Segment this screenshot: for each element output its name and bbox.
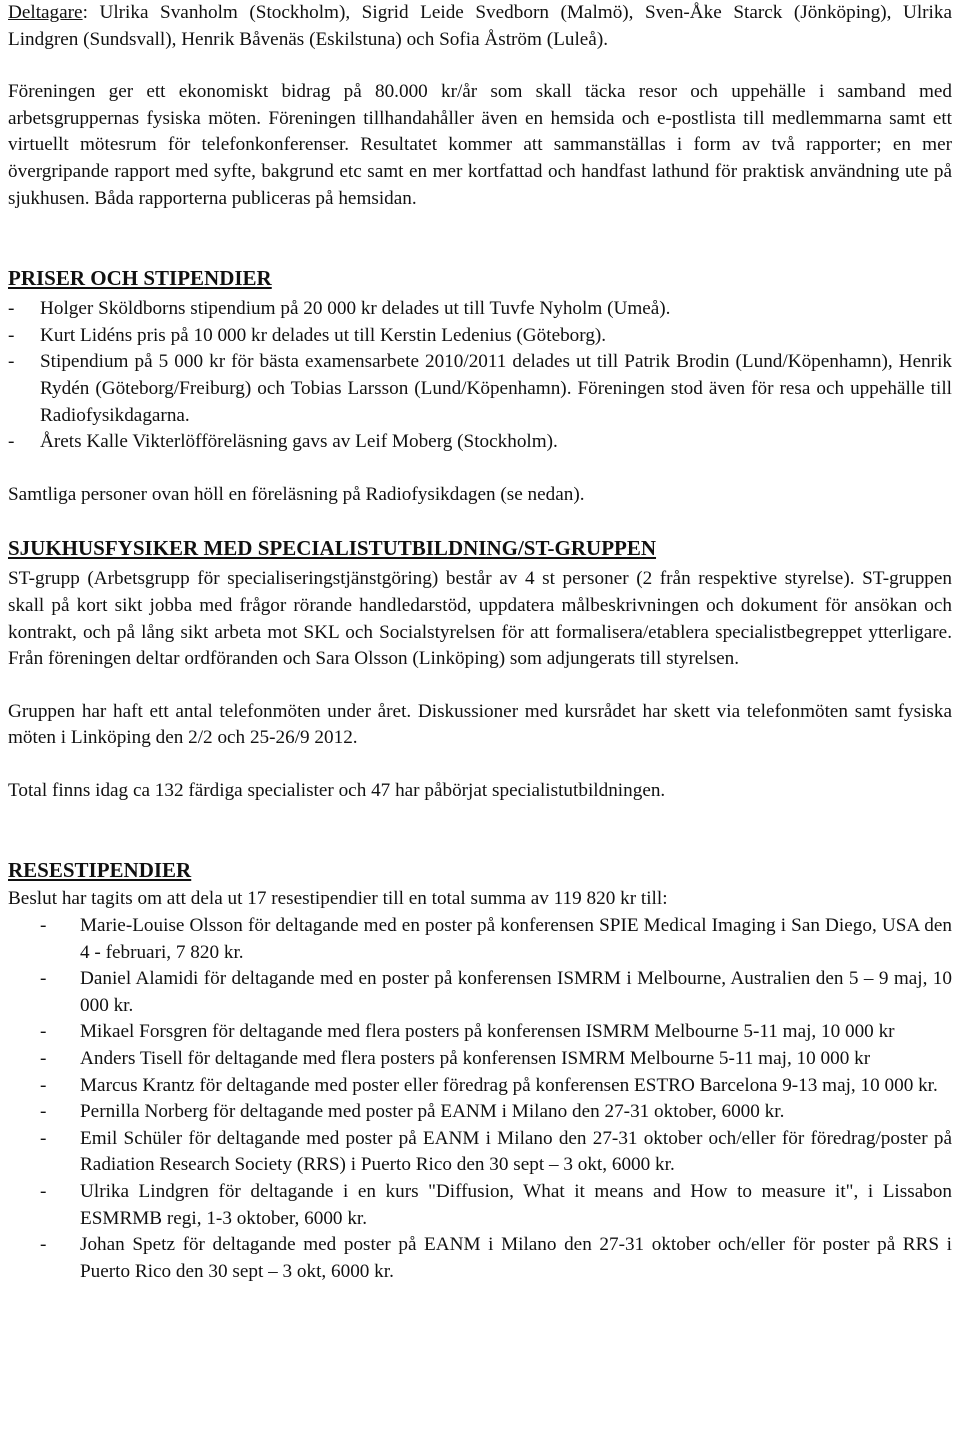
intro-paragraph: Föreningen ger ett ekonomiskt bidrag på 80.000 kr/år som skall täcka resor och uppehälle i samband med arbetsgruppernas fysiska möten. Föreningen tillhandahåller även en hemsida och e-postlista till medlemmarna samt ett virtuellt mötesrum för telefonkonferenser. Resultatet kommer att sammanställas i form av två rapporter; en mer övergripande rapport med syfte, bakgrund etc samt en mer kortfattad och handfast lathund för praktisk användning ute på sjukhusen. Båda rapporterna publiceras på hemsidan.	[8, 81, 952, 209]
list-item-text: Anders Tisell för deltagande med flera posters på konferensen ISMRM Melbourne 5-11 maj, 10 000 kr	[80, 1048, 871, 1070]
list-item	[8, 1019, 952, 1046]
list-item-text: Ulrika Lindgren för deltagande i en kurs "Diffusion, What it means and How to measure it", i Lissabon ESMRMB regi, 1-3 oktober, 6000 kr.	[80, 1181, 952, 1229]
dash-bullet: -	[40, 1127, 47, 1149]
dash-bullet: -	[40, 1021, 47, 1043]
list-item	[8, 1179, 952, 1232]
dash-bullet: -	[40, 1181, 47, 1202]
list-item	[8, 1046, 952, 1073]
list-item-text: Årets Kalle Vikterlöfföreläsning gavs av Leif Moberg (Stockholm).	[40, 431, 558, 453]
list-item	[8, 966, 952, 1019]
list-item	[8, 1099, 952, 1126]
list-item	[8, 296, 952, 323]
dash-bullet: -	[8, 351, 15, 373]
dash-bullet: -	[8, 324, 15, 346]
list-item-text: Daniel Alamidi för deltagande med en poster på konferensen ISMRM i Melbourne, Australien den 5 – 9 maj, 10 000 kr.	[80, 968, 952, 1016]
dash-bullet: -	[8, 431, 15, 453]
deltagare-text: : Ulrika Svanholm (Stockholm), Sigrid Leide Svedborn (Malmö), Sven-Åke Starck (Jönköping), Ulrika Lindgren (Sundsvall), Henrik Båvenäs (Eskilstuna) och Sofia Åström (Luleå).	[8, 2, 952, 50]
sjukhus-paragraph-3: Total finns idag ca 132 färdiga specialister och 47 har påbörjat specialistutbildningen.	[8, 779, 666, 801]
list-item-text: Pernilla Norberg för deltagande med poster på EANM i Milano den 27-31 oktober, 6000 kr.	[80, 1101, 785, 1123]
list-item	[8, 1126, 952, 1179]
list-item	[8, 429, 952, 456]
deltagare-label: Deltagare	[8, 2, 83, 23]
sjukhus-paragraph-1: ST-grupp (Arbetsgrupp för specialiseringstjänstgöring) består av 4 st personer (2 från respektive styrelse). ST-gruppen skall på kort sikt jobba med frågor rörande handledarstöd, uppdatera målbeskrivningen och dokument för ansökan och kontrakt, och på lång sikt arbeta mot SKL och Socialstyrelsen för att formalisera/etablera specialistbegreppet ytterligare. Från föreningen deltar ordföranden och Sara Olsson (Linköping) som adjungerats till styrelsen.	[8, 568, 952, 670]
dash-bullet: -	[40, 1074, 47, 1096]
dash-bullet: -	[40, 1048, 47, 1070]
list-item-text: Stipendium på 5 000 kr för bästa examensarbete 2010/2011 delades ut till Patrik Brodin (Lund/Köpenhamn), Henrik Rydén (Göteborg/Freiburg) och Tobias Larsson (Lund/Köpenhamn). Föreningen stod även för resa och uppehälle till Radiofysikdagarna.	[40, 351, 952, 426]
list-item-text: Marie-Louise Olsson för deltagande med en poster på konferensen SPIE Medical Imaging i San Diego, USA den 4 - februari, 7 820 kr.	[80, 915, 952, 963]
sjukhus-paragraph-2: Gruppen har haft ett antal telefonmöten under året. Diskussioner med kursrådet har skett via telefonmöten samt fysiska möten i Linköping den 2/2 och 25-26/9 2012.	[8, 700, 952, 749]
rese-intro: Beslut har tagits om att dela ut 17 resestipendier till en total summa av 119 820 kr till:	[8, 888, 668, 910]
list-item-text: Johan Spetz för deltagande med poster på EANM i Milano den 27-31 oktober och/eller för poster på RRS i Puerto Rico den 30 sept – 3 okt, 6000 kr.	[80, 1234, 952, 1282]
priser-note: Samtliga personer ovan höll en föreläsning på Radiofysikdagen (se nedan).	[8, 483, 585, 505]
list-item-text: Emil Schüler för deltagande med poster på EANM i Milano den 27-31 oktober och/eller för föredrag/poster på Radiation Research Society (RRS) i Puerto Rico den 30 sept – 3 okt, 6000 kr.	[80, 1127, 952, 1176]
deltagare-paragraph	[8, 0, 952, 53]
sjukhus-heading: SJUKHUSFYSIKER MED SPECIALISTUTBILDNING/ST-GRUPPEN	[8, 536, 657, 561]
list-item-text: Holger Sköldborns stipendium på 20 000 kr delades ut till Tuvfe Nyholm (Umeå).	[40, 298, 671, 320]
dash-bullet: -	[8, 298, 15, 320]
list-item-text: Kurt Lidéns pris på 10 000 kr delades ut till Kerstin Ledenius (Göteborg).	[40, 324, 607, 346]
dash-bullet: -	[40, 1101, 47, 1123]
list-item-text: Mikael Forsgren för deltagande med flera posters på konferensen ISMRM Melbourne 5-11 maj, 10 000 kr	[80, 1021, 895, 1043]
list-item-text: Marcus Krantz för deltagande med poster eller föredrag på konferensen ESTRO Barcelona 9-13 maj, 10 000 kr.	[80, 1074, 938, 1096]
list-item	[8, 323, 952, 350]
rese-heading: RESESTIPENDIER	[8, 858, 192, 883]
dash-bullet: -	[40, 1234, 47, 1256]
dash-bullet: -	[40, 915, 47, 937]
rese-list	[8, 913, 952, 1285]
dash-bullet: -	[40, 968, 47, 990]
list-item	[8, 913, 952, 966]
priser-heading: PRISER OCH STIPENDIER	[8, 266, 272, 291]
priser-list	[8, 296, 952, 456]
list-item	[8, 349, 952, 429]
list-item	[8, 1232, 952, 1285]
list-item	[8, 1073, 952, 1100]
